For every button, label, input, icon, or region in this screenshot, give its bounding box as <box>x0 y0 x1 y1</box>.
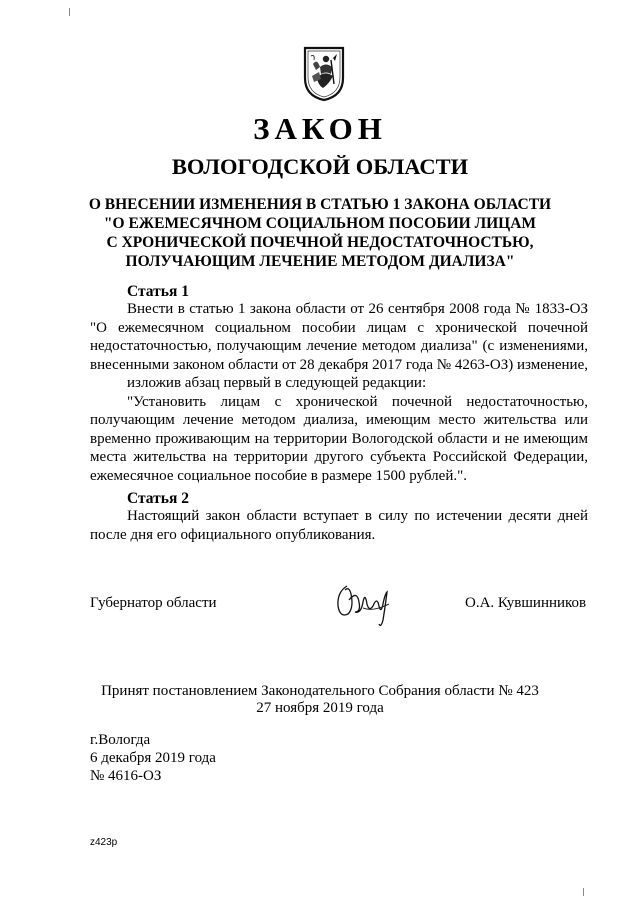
city: г.Вологда <box>90 732 151 748</box>
text-line: Внести в статью 1 закона области от 26 сентября 2008 года № 1833-ОЗ <box>127 301 588 317</box>
signatory-name: О.А. Кувшинников <box>465 595 587 611</box>
article1-body <box>90 300 588 485</box>
scan-mark-bottom <box>583 888 584 896</box>
document-title: ЗАКОН <box>253 111 387 146</box>
text-line: получающим лечение методом диализа, имеющим место жительства или <box>90 412 588 428</box>
text-line: изложив абзац первый в следующей редакции: <box>127 375 427 391</box>
signatory-position: Губернатор области <box>90 595 217 611</box>
law-name <box>0 195 640 271</box>
document-subtitle: ВОЛОГОДСКОЙ ОБЛАСТИ <box>171 154 469 179</box>
text-line: ежемесячное социальное пособие в размере 1500 рублей.". <box>90 467 467 484</box>
text-line: Настоящий закон области вступает в силу по истечении десяти дней <box>127 508 588 524</box>
law-name-line: С ХРОНИЧЕСКОЙ ПОЧЕЧНОЙ НЕДОСТАТОЧНОСТЬЮ, <box>106 234 534 251</box>
coat-of-arms-icon <box>303 44 345 102</box>
article2-body <box>90 507 588 544</box>
signing-date: 6 декабря 2019 года <box>90 750 216 766</box>
law-name-line: О ВНЕСЕНИИ ИЗМЕНЕНИЯ В СТАТЬЮ 1 ЗАКОНА ОБЛАСТИ <box>88 196 552 213</box>
law-name-line: ПОЛУЧАЮЩИМ ЛЕЧЕНИЕ МЕТОДОМ ДИАЛИЗА" <box>125 253 515 270</box>
adoption-date: 27 ноября 2019 года <box>256 700 384 716</box>
article1-heading: Статья 1 <box>127 283 189 300</box>
text-line: временно проживающим на территории Вологодской области и не имеющим <box>90 430 588 447</box>
law-name-line: "О ЕЖЕМЕСЯЧНОМ СОЦИАЛЬНОМ ПОСОБИИ ЛИЦАМ <box>103 215 537 232</box>
handwritten-signature <box>333 578 399 628</box>
text-line: недостаточностью, получающим лечение методом диализа" (с изменениями, <box>90 338 588 354</box>
text-line: внесенными законом области от 28 декабря 2017 года № 4263-ОЗ) изменение, <box>90 356 588 373</box>
text-line: места жительства на территории другого субъекта Российской Федерации, <box>90 449 588 465</box>
article2-heading: Статья 2 <box>127 490 189 507</box>
law-number: № 4616-ОЗ <box>90 768 162 784</box>
text-line: "Установить лицам с хронической почечной недостаточностью, <box>127 393 588 410</box>
scan-mark-top <box>69 8 70 16</box>
adoption-line: Принят постановлением Законодательного Собрания области № 423 <box>101 683 539 699</box>
text-line: "О ежемесячном социальном пособии лицам с хронической почечной <box>90 319 588 336</box>
document-reference-code: z423р <box>90 837 118 848</box>
text-line: после дня его официального опубликования. <box>90 526 376 543</box>
